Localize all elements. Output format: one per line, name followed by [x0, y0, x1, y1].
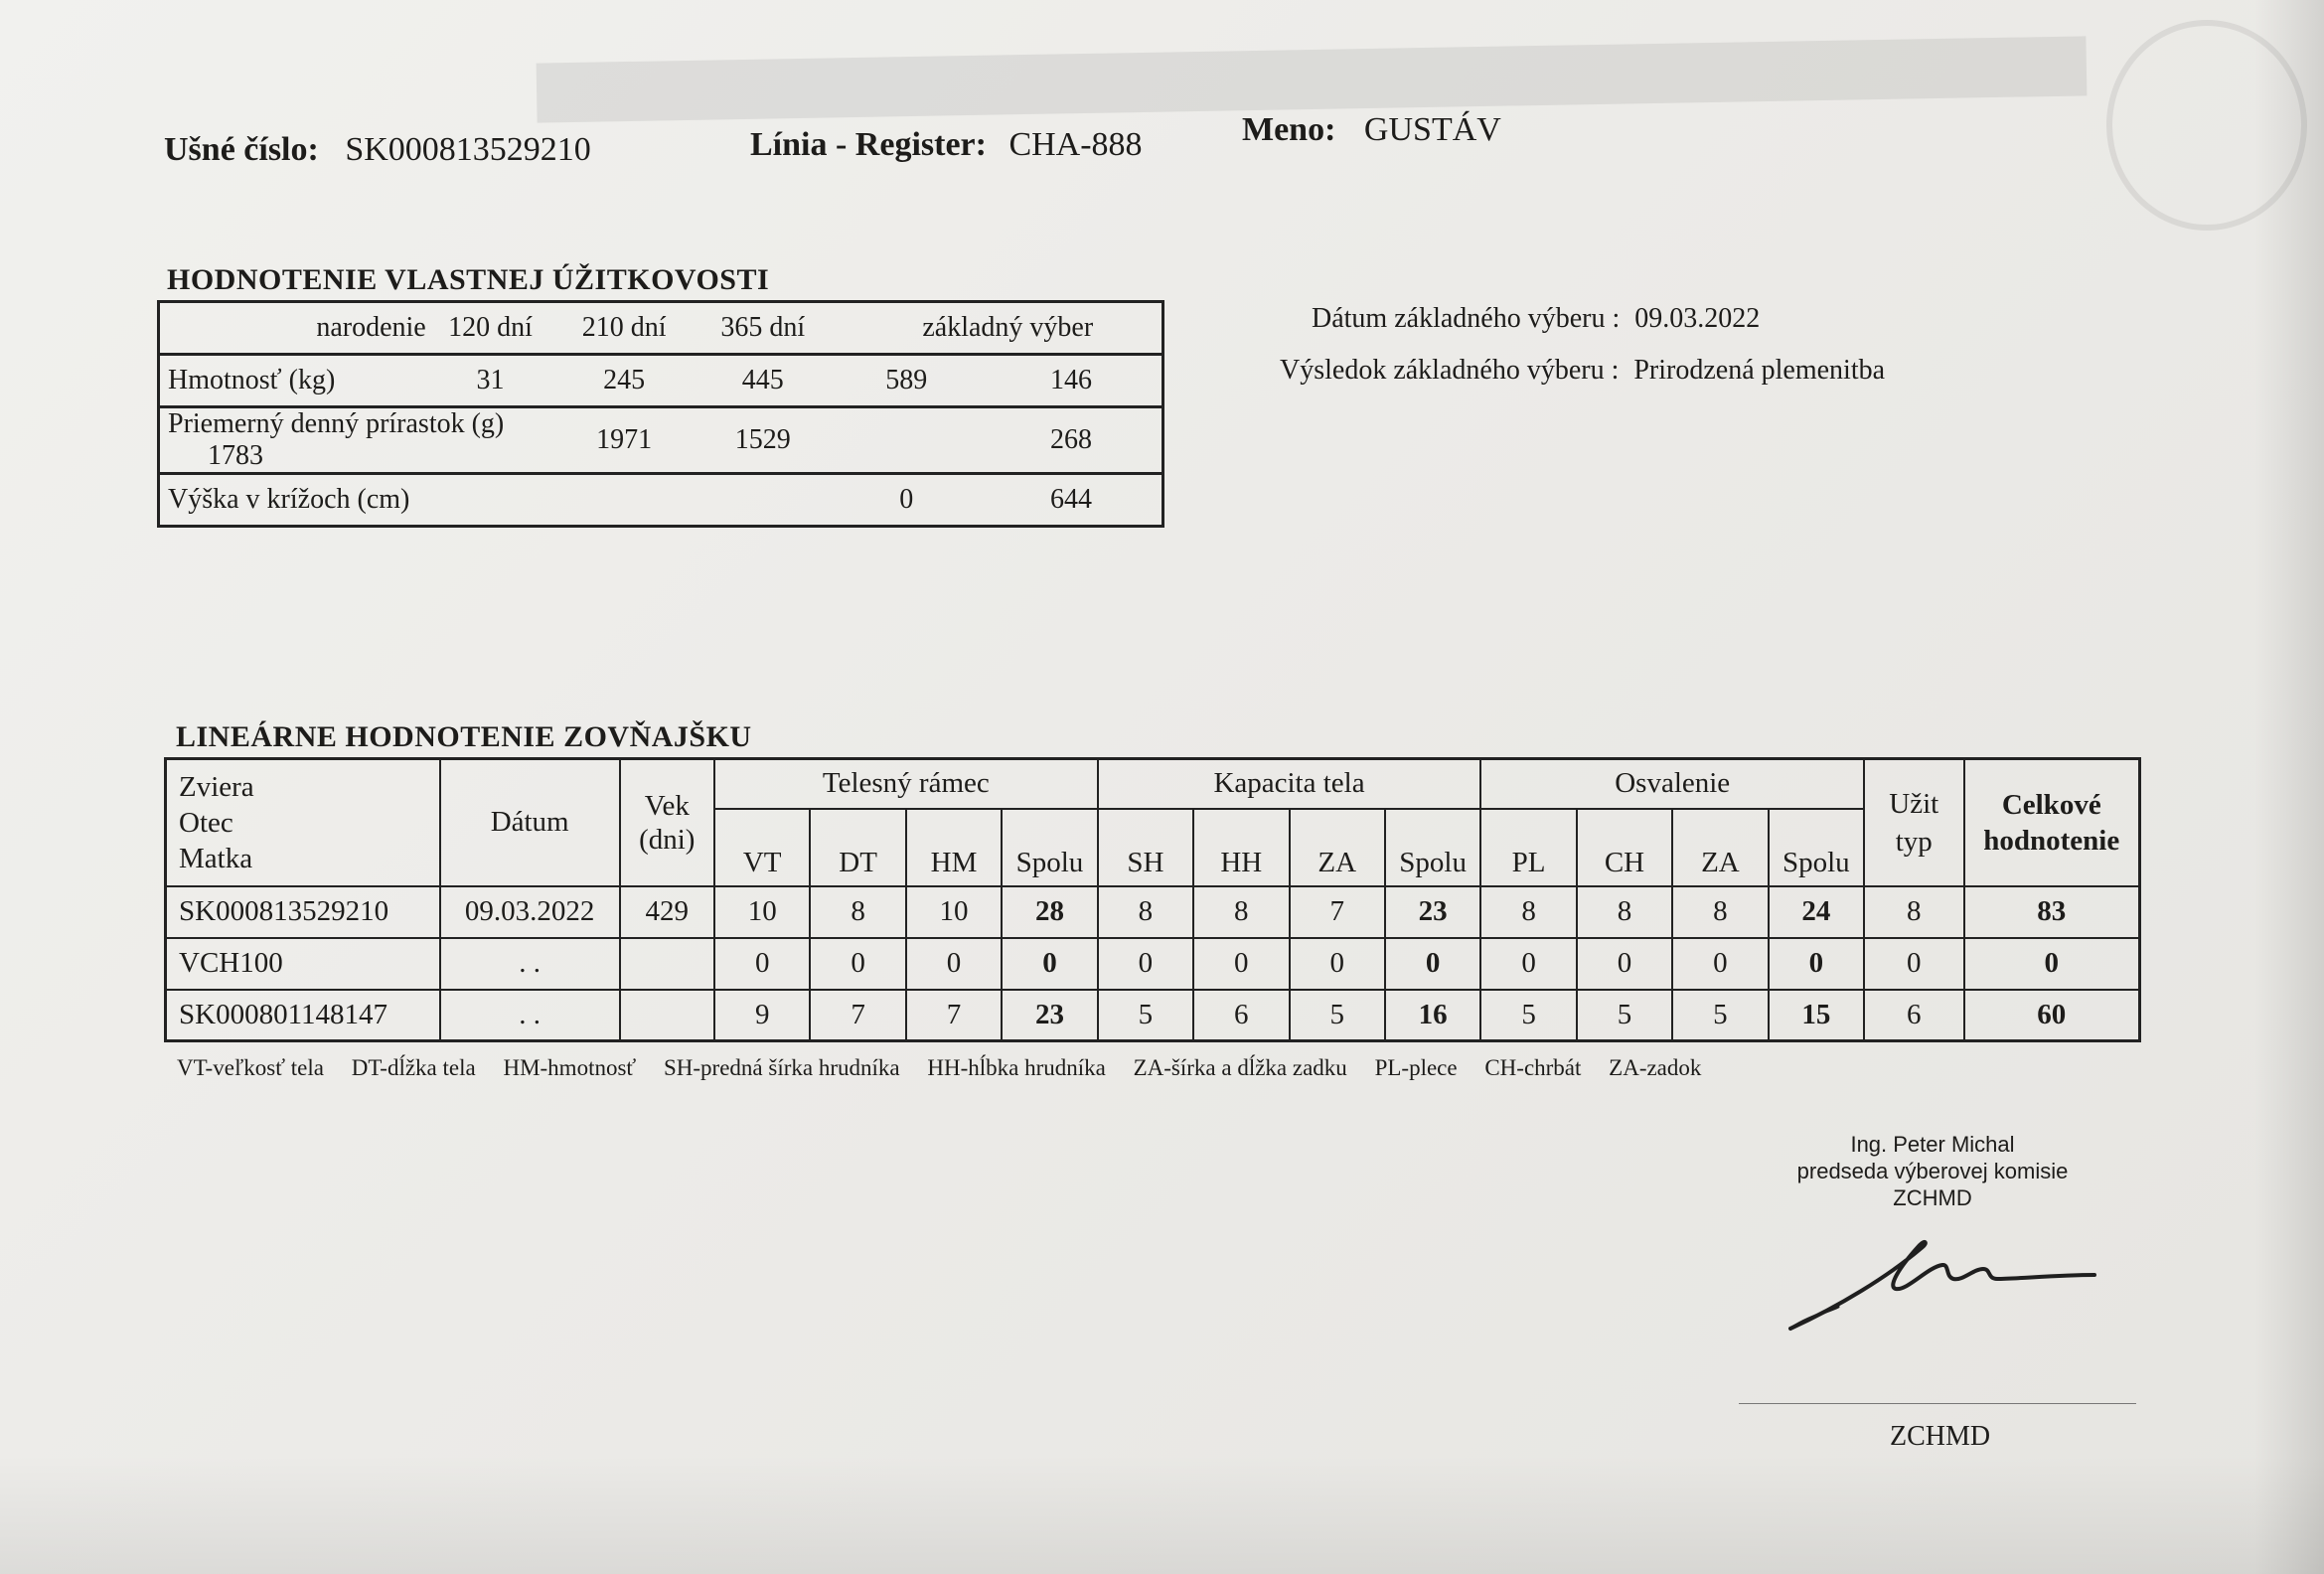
table-row [166, 886, 2140, 938]
legend-item: CH-chrbát [1484, 1055, 1582, 1080]
sub-col-header: PL [1480, 809, 1576, 886]
age-header-line1: Vek [644, 789, 690, 822]
legend-item: PL-plece [1374, 1055, 1458, 1080]
eval-date: 09.03.2022 [440, 886, 620, 938]
selection-result-value: Prirodzená plemenitba [1633, 355, 1886, 386]
sub-col-header: Spolu [1385, 809, 1480, 886]
cell: 589 [885, 365, 928, 395]
signature-block [1769, 1131, 2096, 1211]
signatory-org: ZCHMD [1893, 1185, 1972, 1210]
eval-date: . . [440, 990, 620, 1041]
sub-col-header: HH [1193, 809, 1289, 886]
cell: 31 [476, 365, 505, 395]
col-header: narodenie [316, 312, 426, 343]
age-header-line2: (dni) [639, 823, 696, 856]
row-label: Výška v krížoch (cm) [168, 484, 410, 515]
selection-result [1280, 355, 1885, 387]
animal-id: SK000813529210 [166, 886, 440, 938]
table-row [159, 355, 1163, 407]
paper-shadow-bottom [0, 1455, 2324, 1574]
animal-id: VCH100 [166, 938, 440, 990]
selection-result-label: Výsledok základného výberu : [1280, 355, 1620, 386]
selection-date-value: 09.03.2022 [1634, 303, 1761, 334]
score-cell: 6 [1193, 990, 1289, 1041]
sub-col-header: CH [1577, 809, 1672, 886]
use-type-cell: 0 [1864, 938, 1963, 990]
line-register-value: CHA-888 [1008, 126, 1143, 163]
row-label-text: Priemerný denný prírastok (g) [168, 408, 505, 439]
col-header: základný výber [922, 312, 1094, 343]
linear-title: LINEÁRNE HODNOTENIE ZOVŇAJŠKU [176, 720, 752, 753]
score-cell: 10 [906, 886, 1002, 938]
score-cell: 8 [1577, 886, 1672, 938]
col-header: 365 dní [720, 312, 806, 343]
total-cell: 0 [1964, 938, 2140, 990]
score-cell: 5 [1577, 990, 1672, 1041]
score-cell: 5 [1098, 990, 1193, 1041]
sub-col-header: SH [1098, 809, 1193, 886]
animal-header [166, 759, 440, 886]
use-type-header [1864, 759, 1963, 886]
legend-item: VT-veľkosť tela [177, 1055, 324, 1080]
score-subtotal: 23 [1002, 990, 1097, 1041]
cell [833, 407, 982, 474]
col-header: 210 dní [581, 312, 667, 343]
header-animal: Zviera [179, 770, 254, 803]
line-register-label: Línia - Register: [750, 126, 987, 163]
score-cell: 8 [1193, 886, 1289, 938]
legend-item: ZA-šírka a dĺžka zadku [1133, 1055, 1347, 1080]
total-header [1964, 759, 2140, 886]
legend-item: HH-hĺbka hrudníka [927, 1055, 1106, 1080]
score-cell: 0 [906, 938, 1002, 990]
score-cell: 0 [1672, 938, 1768, 990]
show-through-seal [2106, 20, 2307, 231]
score-cell: 0 [1480, 938, 1576, 990]
row-label: Hmotnosť (kg) [168, 365, 336, 395]
linear-table [164, 757, 2141, 1042]
score-cell: 5 [1480, 990, 1576, 1041]
sub-col-header: ZA [1290, 809, 1385, 886]
use-header-line2: typ [1895, 825, 1933, 858]
legend-item: DT-dĺžka tela [351, 1055, 476, 1080]
cell: 268 [1050, 424, 1093, 455]
table-row [159, 474, 1163, 527]
signatory-role: predseda výberovej komisie [1796, 1159, 2069, 1183]
group-header-muscling: Osvalenie [1480, 759, 1864, 809]
cell: 1529 [734, 424, 791, 455]
score-subtotal: 24 [1769, 886, 1864, 938]
sub-col-header: Spolu [1002, 809, 1097, 886]
legend-item: ZA-zadok [1609, 1055, 1702, 1080]
score-subtotal: 0 [1385, 938, 1480, 990]
selection-date [1312, 303, 1760, 335]
sub-col-header: ZA [1672, 809, 1768, 886]
use-type-cell: 6 [1864, 990, 1963, 1041]
score-cell: 8 [1480, 886, 1576, 938]
signatory-name: Ing. Peter Michal [1850, 1132, 2015, 1157]
table-row [159, 407, 1163, 474]
cell: 1783 [208, 440, 263, 471]
use-header-line1: Užit [1889, 787, 1939, 820]
score-cell: 10 [714, 886, 810, 938]
score-subtotal: 23 [1385, 886, 1480, 938]
score-cell: 8 [810, 886, 905, 938]
age-header [620, 759, 714, 886]
cell [694, 474, 833, 527]
score-cell: 0 [1193, 938, 1289, 990]
legend-item: HM-hmotnosť [503, 1055, 637, 1080]
cell: 445 [741, 365, 784, 395]
ear-number-label: Ušné číslo: [164, 131, 319, 168]
age [620, 990, 714, 1041]
use-type-cell: 8 [1864, 886, 1963, 938]
footer-org: ZCHMD [1890, 1421, 1991, 1452]
score-cell: 0 [1290, 938, 1385, 990]
paper-shadow [2254, 0, 2324, 1574]
cell: 644 [1050, 484, 1093, 515]
score-cell: 8 [1672, 886, 1768, 938]
selection-date-label: Dátum základného výberu : [1312, 303, 1621, 334]
score-subtotal: 15 [1769, 990, 1864, 1041]
score-subtotal: 28 [1002, 886, 1097, 938]
date-header: Dátum [440, 759, 620, 886]
group-header-row [166, 759, 2140, 809]
sub-col-header: DT [810, 809, 905, 886]
legend-item: SH-predná šírka hrudníka [663, 1055, 900, 1080]
sub-col-header: HM [906, 809, 1002, 886]
score-subtotal: 0 [1002, 938, 1097, 990]
total-header-line2: hodnotenie [1983, 824, 2120, 857]
sub-col-header: Spolu [1769, 809, 1864, 886]
score-cell: 5 [1290, 990, 1385, 1041]
sub-col-header: VT [714, 809, 810, 886]
total-cell: 83 [1964, 886, 2140, 938]
score-cell: 0 [810, 938, 905, 990]
score-cell: 5 [1672, 990, 1768, 1041]
age [620, 938, 714, 990]
line-register-field [750, 126, 1143, 164]
abbreviation-legend [177, 1055, 1723, 1081]
signature-line [1739, 1403, 2136, 1404]
performance-title: HODNOTENIE VLASTNEJ ÚŽITKOVOSTI [167, 263, 770, 296]
cell: 0 [899, 484, 914, 515]
age: 429 [620, 886, 714, 938]
score-subtotal: 16 [1385, 990, 1480, 1041]
score-cell: 0 [714, 938, 810, 990]
animal-id: SK000801148147 [166, 990, 440, 1041]
header-dam: Matka [179, 842, 253, 874]
name-value: GUSTÁV [1363, 111, 1501, 148]
row-label [159, 407, 555, 474]
handwritten-signature [1779, 1217, 2106, 1341]
col-header: 120 dní [448, 312, 533, 343]
cell [554, 474, 694, 527]
total-cell: 60 [1964, 990, 2140, 1041]
group-header-frame: Telesný rámec [714, 759, 1098, 809]
header-sire: Otec [179, 806, 233, 839]
name-field [1242, 111, 1501, 149]
score-subtotal: 0 [1769, 938, 1864, 990]
cell: 1971 [596, 424, 653, 455]
score-cell: 0 [1098, 938, 1193, 990]
total-header-line1: Celkové [2001, 788, 2101, 821]
table-row [166, 990, 2140, 1041]
score-cell: 7 [810, 990, 905, 1041]
cell: 146 [1050, 365, 1093, 395]
group-header-capacity: Kapacita tela [1098, 759, 1481, 809]
eval-date: . . [440, 938, 620, 990]
table-row [166, 938, 2140, 990]
score-cell: 7 [1290, 886, 1385, 938]
cell: 245 [603, 365, 646, 395]
name-label: Meno: [1242, 111, 1336, 148]
score-cell: 9 [714, 990, 810, 1041]
score-cell: 0 [1577, 938, 1672, 990]
performance-table [157, 300, 1164, 528]
performance-header-row [159, 302, 1163, 355]
score-cell: 8 [1098, 886, 1193, 938]
ear-number-field [164, 131, 591, 169]
ear-number-value: SK000813529210 [345, 131, 591, 168]
score-cell: 7 [906, 990, 1002, 1041]
